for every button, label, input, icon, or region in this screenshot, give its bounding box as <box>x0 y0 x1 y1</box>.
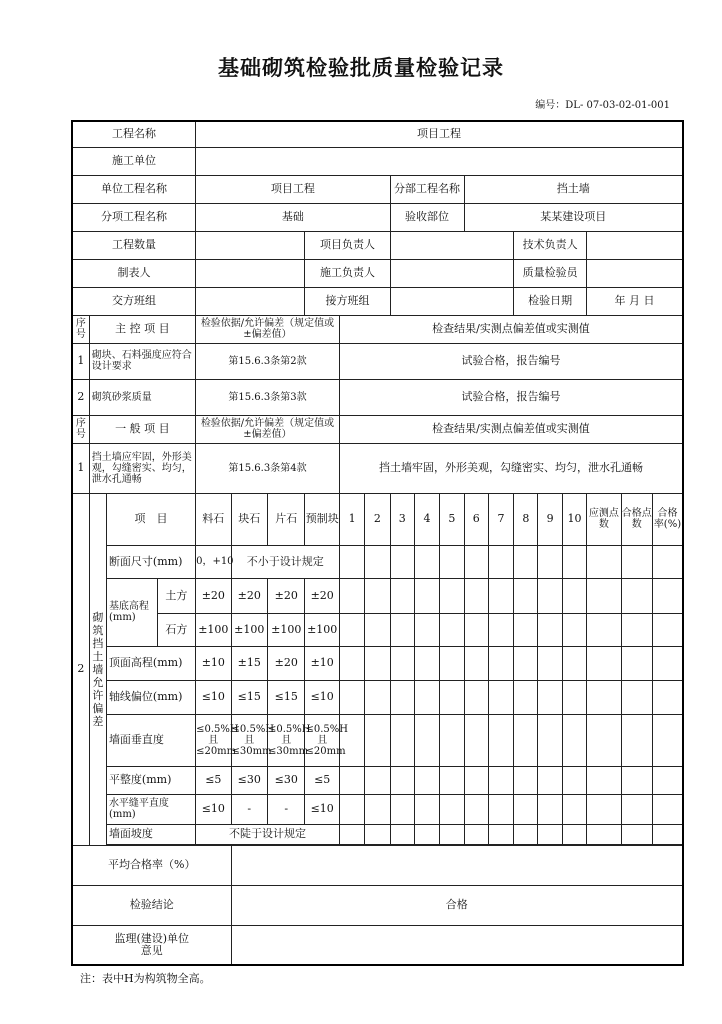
measurement-cell[interactable] <box>621 680 652 714</box>
pass-rate-header: 合格率(%) <box>652 493 683 545</box>
unit-project-label: 单位工程名称 <box>72 175 196 203</box>
general-item-label: 挡土墙应牢固，外形美观，勾缝密实、均匀，泄水孔通畅 <box>89 443 195 493</box>
measurement-cell[interactable] <box>621 714 652 766</box>
deviation-item-label: 基底高程(mm) <box>106 578 157 646</box>
tolerance-value: ±10 <box>196 646 231 680</box>
takeover-shift-label: 接方班组 <box>305 287 390 315</box>
tolerance-value: ±100 <box>231 613 267 646</box>
measurement-cell[interactable] <box>440 613 464 646</box>
measurement-cell[interactable] <box>365 646 390 680</box>
measurement-cell[interactable] <box>562 766 586 794</box>
tolerance-value: ≤15 <box>268 680 305 714</box>
measurement-cell[interactable] <box>652 578 683 613</box>
measurement-cell[interactable] <box>538 646 562 680</box>
tolerance-value: ≤0.5%H且≤20mm <box>196 714 231 766</box>
measurement-cell[interactable] <box>365 794 390 824</box>
inspection-date-label: 检验日期 <box>514 287 587 315</box>
deviation-item-label: 平整度(mm) <box>106 766 195 794</box>
measurement-cell[interactable] <box>621 613 652 646</box>
measurement-cell[interactable] <box>514 578 538 613</box>
row-number: 2 <box>72 379 89 415</box>
measurement-cell[interactable] <box>488 794 513 824</box>
measurement-cell[interactable] <box>414 578 439 613</box>
measurement-cell[interactable] <box>488 578 513 613</box>
measurement-cell[interactable] <box>390 824 414 844</box>
measurement-cell[interactable] <box>339 613 364 646</box>
measurement-cell[interactable] <box>514 545 538 578</box>
measurement-cell[interactable] <box>621 646 652 680</box>
measurement-cell[interactable] <box>464 766 488 794</box>
measurement-cell[interactable] <box>562 578 586 613</box>
acceptance-part-label: 验收部位 <box>390 203 464 231</box>
measurement-cell[interactable] <box>488 766 513 794</box>
measurement-cell[interactable] <box>365 545 390 578</box>
measurement-cell[interactable] <box>587 824 621 844</box>
measurement-cell[interactable] <box>390 578 414 613</box>
measurement-cell[interactable] <box>538 824 562 844</box>
measurement-cell[interactable] <box>652 613 683 646</box>
tolerance-value: ≤0.5%H且≤30mm <box>231 714 267 766</box>
measurement-cell[interactable] <box>587 680 621 714</box>
measurement-cell[interactable] <box>538 545 562 578</box>
item-project-value[interactable]: 基础 <box>196 203 391 231</box>
row-number: 1 <box>72 343 89 379</box>
point-header: 5 <box>440 493 464 545</box>
point-header: 2 <box>365 493 390 545</box>
tolerance-value: ±20 <box>305 578 339 613</box>
measurement-cell[interactable] <box>440 714 464 766</box>
tolerance-value: ≤10 <box>305 794 339 824</box>
measurement-cell[interactable] <box>339 714 364 766</box>
measurement-cell[interactable] <box>538 714 562 766</box>
measurement-cell[interactable] <box>414 646 439 680</box>
measurement-cell[interactable] <box>464 613 488 646</box>
tolerance-value: ≤10 <box>196 794 231 824</box>
project-leader-value[interactable] <box>390 231 514 259</box>
measurement-cell[interactable] <box>514 824 538 844</box>
general-item-result[interactable]: 挡土墙牢固，外形美观，勾缝密实、均匀，泄水孔通畅 <box>339 443 683 493</box>
tolerance-value: 不陡于设计规定 <box>196 824 340 844</box>
takeover-shift-value[interactable] <box>390 287 514 315</box>
measurement-cell[interactable] <box>562 824 586 844</box>
tolerance-value: ≤10 <box>305 680 339 714</box>
row-number: 2 <box>72 493 89 845</box>
tolerance-value: ±20 <box>268 646 305 680</box>
measurement-cell[interactable] <box>464 794 488 824</box>
point-header: 4 <box>414 493 439 545</box>
measurement-cell[interactable] <box>621 824 652 844</box>
measured-points-header: 应测点数 <box>587 493 621 545</box>
material-header: 片石 <box>268 493 305 545</box>
measurement-cell[interactable] <box>562 714 586 766</box>
tolerance-value: 0，+10 <box>196 545 231 578</box>
main-item-label: 砌块、石料强度应符合设计要求 <box>89 343 195 379</box>
measurement-cell[interactable] <box>488 545 513 578</box>
seq-header: 序号 <box>72 315 89 343</box>
measurement-cell[interactable] <box>339 766 364 794</box>
tolerance-value: ≤5 <box>305 766 339 794</box>
measurement-cell[interactable] <box>414 613 439 646</box>
point-header: 3 <box>390 493 414 545</box>
measurement-cell[interactable] <box>562 545 586 578</box>
measurement-cell[interactable] <box>621 794 652 824</box>
measurement-cell[interactable] <box>652 766 683 794</box>
measurement-cell[interactable] <box>587 766 621 794</box>
measurement-cell[interactable] <box>587 646 621 680</box>
main-item-basis: 第15.6.3条第3款 <box>196 379 340 415</box>
acceptance-part-value[interactable]: 某某建设项目 <box>464 203 683 231</box>
tolerance-value: ≤30 <box>231 766 267 794</box>
measurement-cell[interactable] <box>587 714 621 766</box>
project-name-value[interactable]: 项目工程 <box>196 121 683 147</box>
measurement-cell[interactable] <box>538 680 562 714</box>
measurement-cell[interactable] <box>365 613 390 646</box>
material-header: 料石 <box>196 493 231 545</box>
result-header: 检查结果/实测点偏差值或实测值 <box>339 415 683 443</box>
sub-project-label: 分部工程名称 <box>390 175 464 203</box>
measurement-cell[interactable] <box>390 766 414 794</box>
tolerance-value: ±20 <box>196 578 231 613</box>
measurement-cell[interactable] <box>440 545 464 578</box>
measurement-cell[interactable] <box>562 613 586 646</box>
measurement-cell[interactable] <box>339 578 364 613</box>
measurement-cell[interactable] <box>514 680 538 714</box>
measurement-cell[interactable] <box>514 766 538 794</box>
measurement-cell[interactable] <box>514 646 538 680</box>
deviation-subitem-label: 石方 <box>157 613 195 646</box>
measurement-cell[interactable] <box>621 545 652 578</box>
measurement-cell[interactable] <box>652 680 683 714</box>
measurement-cell[interactable] <box>464 646 488 680</box>
measurement-cell[interactable] <box>390 545 414 578</box>
measurement-cell[interactable] <box>365 680 390 714</box>
measurement-cell[interactable] <box>440 646 464 680</box>
measurement-cell[interactable] <box>464 824 488 844</box>
tech-leader-label: 技术负责人 <box>514 231 587 259</box>
general-header: 一 般 项 目 <box>89 415 195 443</box>
tolerance-value: ±20 <box>268 578 305 613</box>
deviation-subitem-label: 土方 <box>157 578 195 613</box>
measurement-cell[interactable] <box>652 794 683 824</box>
measurement-cell[interactable] <box>587 794 621 824</box>
measurement-cell[interactable] <box>440 680 464 714</box>
tolerance-value: 不小于设计规定 <box>231 545 339 578</box>
measurement-cell[interactable] <box>339 794 364 824</box>
inspection-form <box>71 120 684 966</box>
measurement-cell[interactable] <box>562 794 586 824</box>
main-item-basis: 第15.6.3条第2款 <box>196 343 340 379</box>
measurement-cell[interactable] <box>562 646 586 680</box>
result-header: 检查结果/实测点偏差值或实测值 <box>339 315 683 343</box>
deviation-item-label: 墙面垂直度 <box>106 714 195 766</box>
measurement-cell[interactable] <box>488 824 513 844</box>
basis-header: 检验依据/允许偏差（规定值或±偏差值） <box>196 315 340 343</box>
tolerance-value: ≤15 <box>231 680 267 714</box>
tolerance-value: ≤5 <box>196 766 231 794</box>
contractor-label: 施工单位 <box>72 147 196 175</box>
page-title: 基础砌筑检验批质量检验记录 <box>218 56 504 80</box>
avg-pass-label: 平均合格率（%） <box>72 845 231 885</box>
seq-header: 序号 <box>72 415 89 443</box>
project-name-label: 工程名称 <box>72 121 196 147</box>
material-header: 块石 <box>231 493 267 545</box>
measurement-cell[interactable] <box>365 824 390 844</box>
measurement-cell[interactable] <box>339 824 364 844</box>
tolerance-value: - <box>231 794 267 824</box>
main-control-header: 主 控 项 目 <box>89 315 195 343</box>
measurement-cell[interactable] <box>390 794 414 824</box>
measurement-cell[interactable] <box>440 794 464 824</box>
point-header: 6 <box>464 493 488 545</box>
project-leader-label: 项目负责人 <box>305 231 390 259</box>
measurement-cell[interactable] <box>414 766 439 794</box>
measurement-cell[interactable] <box>621 766 652 794</box>
material-header: 预制块 <box>305 493 339 545</box>
measurement-cell[interactable] <box>587 613 621 646</box>
measurement-cell[interactable] <box>652 714 683 766</box>
measurement-cell[interactable] <box>414 545 439 578</box>
inspection-date-value[interactable]: 年 月 日 <box>587 287 683 315</box>
tolerance-value: ±100 <box>196 613 231 646</box>
measurement-cell[interactable] <box>538 794 562 824</box>
measurement-cell[interactable] <box>390 714 414 766</box>
measurement-cell[interactable] <box>464 545 488 578</box>
measurement-cell[interactable] <box>464 578 488 613</box>
construction-leader-value[interactable] <box>390 259 514 287</box>
measurement-cell[interactable] <box>652 646 683 680</box>
construction-leader-label: 施工负责人 <box>305 259 390 287</box>
measurement-cell[interactable] <box>390 680 414 714</box>
tolerance-value: ±10 <box>305 646 339 680</box>
deviation-item-label: 轴线偏位(mm) <box>106 680 195 714</box>
deviation-item-label: 顶面高程(mm) <box>106 646 195 680</box>
footnote: 注：表中H为构筑物全高。 <box>80 972 211 985</box>
measurement-cell[interactable] <box>339 545 364 578</box>
tech-leader-value[interactable] <box>587 231 683 259</box>
supervisor-value[interactable] <box>231 925 683 965</box>
basis-header: 检验依据/允许偏差（规定值或±偏差值） <box>196 415 340 443</box>
tabulator-label: 制表人 <box>72 259 196 287</box>
measurement-cell[interactable] <box>365 766 390 794</box>
tolerance-value: ≤10 <box>196 680 231 714</box>
measurement-cell[interactable] <box>440 578 464 613</box>
measurement-cell[interactable] <box>464 714 488 766</box>
measurement-cell[interactable] <box>414 794 439 824</box>
measurement-cell[interactable] <box>414 714 439 766</box>
tolerance-value: ±100 <box>268 613 305 646</box>
tolerance-value: ≤30 <box>268 766 305 794</box>
sub-project-value[interactable]: 挡土墙 <box>464 175 683 203</box>
passed-points-header: 合格点数 <box>621 493 652 545</box>
general-item-basis: 第15.6.3条第4款 <box>196 443 340 493</box>
measurement-cell[interactable] <box>365 714 390 766</box>
quantity-label: 工程数量 <box>72 231 196 259</box>
measurement-cell[interactable] <box>488 714 513 766</box>
tolerance-value: ±20 <box>231 578 267 613</box>
measurement-cell[interactable] <box>390 646 414 680</box>
handover-shift-label: 交方班组 <box>72 287 196 315</box>
deviation-item-label: 断面尺寸(mm) <box>106 545 195 578</box>
main-item-result[interactable]: 试验合格，报告编号 <box>339 343 683 379</box>
tolerance-value: ±100 <box>305 613 339 646</box>
measurement-cell[interactable] <box>514 714 538 766</box>
quality-inspector-label: 质量检验员 <box>514 259 587 287</box>
measurement-cell[interactable] <box>514 613 538 646</box>
measurement-cell[interactable] <box>587 578 621 613</box>
avg-pass-value[interactable] <box>231 845 683 885</box>
tolerance-value: ±15 <box>231 646 267 680</box>
quantity-value[interactable] <box>196 231 305 259</box>
measurement-cell[interactable] <box>390 613 414 646</box>
deviation-item-label: 墙面坡度 <box>106 824 195 844</box>
point-header: 9 <box>538 493 562 545</box>
measurement-cell[interactable] <box>365 578 390 613</box>
tabulator-value[interactable] <box>196 259 305 287</box>
tolerance-value: - <box>268 794 305 824</box>
main-item-label: 砌筑砂浆质量 <box>89 379 195 415</box>
row-number: 1 <box>72 443 89 493</box>
measurement-cell[interactable] <box>562 680 586 714</box>
measurement-cell[interactable] <box>339 646 364 680</box>
measurement-cell[interactable] <box>488 646 513 680</box>
measurement-cell[interactable] <box>514 794 538 824</box>
measurement-cell[interactable] <box>440 824 464 844</box>
measurement-cell[interactable] <box>440 766 464 794</box>
conclusion-value[interactable]: 合格 <box>231 885 683 925</box>
point-header: 7 <box>488 493 513 545</box>
supervisor-label: 监理(建设)单位意见 <box>72 925 231 965</box>
contractor-value[interactable] <box>196 147 683 175</box>
measurement-cell[interactable] <box>621 578 652 613</box>
measurement-cell[interactable] <box>464 680 488 714</box>
item-column-header: 项 目 <box>106 493 195 545</box>
measurement-cell[interactable] <box>488 613 513 646</box>
measurement-cell[interactable] <box>414 680 439 714</box>
measurement-cell[interactable] <box>538 613 562 646</box>
quality-inspector-value[interactable] <box>587 259 683 287</box>
measurement-cell[interactable] <box>538 578 562 613</box>
point-header: 10 <box>562 493 586 545</box>
measurement-cell[interactable] <box>652 824 683 844</box>
point-header: 8 <box>514 493 538 545</box>
measurement-cell[interactable] <box>339 680 364 714</box>
document-number: 编号：DL- 07-03-02-01-001 <box>535 100 670 111</box>
measurement-cell[interactable] <box>652 545 683 578</box>
conclusion-label: 检验结论 <box>72 885 231 925</box>
tolerance-value: ≤0.5%H且≤20mm <box>305 714 339 766</box>
measurement-cell[interactable] <box>538 766 562 794</box>
handover-shift-value[interactable] <box>196 287 305 315</box>
item-project-label: 分项工程名称 <box>72 203 196 231</box>
main-item-result[interactable]: 试验合格，报告编号 <box>339 379 683 415</box>
tolerance-value: ≤0.5%H且≤30mm <box>268 714 305 766</box>
measurement-cell[interactable] <box>488 680 513 714</box>
deviation-group-label: 砌筑挡土墙允许偏差 <box>89 493 106 845</box>
point-header: 1 <box>339 493 364 545</box>
measurement-cell[interactable] <box>414 824 439 844</box>
deviation-item-label: 水平缝平直度(mm) <box>106 794 195 824</box>
measurement-cell[interactable] <box>587 545 621 578</box>
unit-project-value[interactable]: 项目工程 <box>196 175 391 203</box>
